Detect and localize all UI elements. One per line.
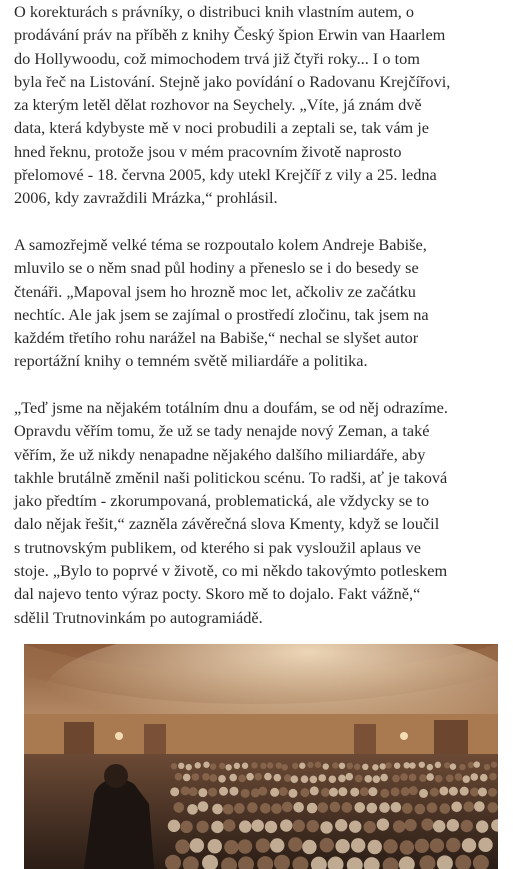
audience-head — [332, 762, 338, 768]
audience-head — [394, 762, 400, 768]
audience-head — [282, 802, 293, 813]
text-line: A samozřejmě velké téma se rozpoutalo kolem Andreje Babiše, — [14, 235, 427, 254]
audience-head — [468, 762, 474, 768]
article-paragraph-2 — [14, 233, 429, 373]
text-line: věřím, že už nikdy nenapadne nějakého dalšího miliardáře, aby — [14, 444, 426, 464]
audience-head — [335, 819, 347, 831]
text-line: za kterým letěl dělat rozhovor na Seychely. „Víte, já znám dvě — [14, 95, 422, 115]
audience-head — [462, 775, 470, 783]
audience-head — [444, 762, 450, 768]
audience-head — [307, 762, 313, 768]
audience-head — [187, 804, 198, 815]
audience-head — [383, 839, 397, 853]
audience-head — [461, 820, 473, 832]
audience-head — [459, 764, 465, 770]
audience-head — [175, 773, 183, 781]
audience-head — [276, 762, 282, 768]
audience-head — [409, 762, 415, 768]
audience-head — [470, 773, 478, 781]
audience-head — [404, 762, 410, 768]
audience-head — [419, 774, 427, 782]
audience-head — [392, 775, 400, 783]
audience-head — [302, 840, 316, 854]
audience-head — [474, 801, 485, 812]
audience-head — [419, 762, 425, 768]
audience-head — [175, 839, 189, 853]
audience-head — [198, 801, 209, 812]
audience-head — [446, 774, 454, 782]
audience-head — [279, 787, 288, 796]
audience-head — [373, 775, 381, 783]
wall-lamp — [400, 732, 408, 740]
text-line: nechtíc. Ale jak jsem se zajímal o prostředí zločinu, tak jsem na — [14, 304, 429, 324]
audience-head — [173, 802, 184, 813]
audience-head — [362, 764, 368, 770]
text-line: Opravdu věřím tomu, že už se tady nenajde nový Zeman, a také — [14, 421, 430, 441]
text-line: stoje. „Bylo to poprvé v životě, co mi někdo takovýmto potleskem — [14, 561, 448, 581]
audience-head — [330, 802, 341, 813]
audience-head — [291, 775, 299, 783]
text-line: dalo nějak řešit,“ zazněla závěrečná slova Kmenty, když se loučil — [14, 514, 440, 534]
audience-head — [224, 840, 238, 854]
audience-head — [320, 838, 334, 852]
audience-head — [282, 764, 288, 770]
audience-head — [360, 787, 369, 796]
audience-head — [447, 819, 459, 831]
audience-head — [223, 819, 235, 831]
text-line: do Hollywoodu, což mimochodem trvá již čtyři roky... I o tom — [14, 48, 420, 68]
audience-head — [274, 774, 282, 782]
speaker-head — [104, 764, 128, 788]
text-line: 2006, kdy zavraždili Mrázka,“ prohlásil. — [14, 188, 278, 208]
audience-head — [435, 775, 443, 783]
audience-head — [208, 788, 217, 797]
audience-head — [400, 840, 414, 854]
audience-head — [487, 802, 498, 813]
audience-head — [181, 786, 190, 795]
audience-head — [379, 802, 390, 813]
audience-head — [402, 803, 413, 814]
audience-head — [474, 761, 480, 767]
audience-head — [168, 820, 180, 832]
audience-head — [251, 762, 257, 768]
audience-head — [180, 821, 192, 833]
audience-head — [421, 818, 433, 830]
audience-head — [318, 774, 326, 782]
audience-head — [351, 838, 365, 852]
audience-head — [196, 821, 208, 833]
audience-head — [241, 789, 250, 798]
audience-head — [211, 821, 223, 833]
audience-head — [310, 776, 318, 784]
audience-head — [270, 838, 284, 852]
audience-head — [476, 820, 488, 832]
audience-head — [433, 820, 445, 832]
audience-head — [192, 773, 200, 781]
audience-head — [350, 788, 359, 797]
audience-head — [335, 839, 349, 853]
audience-head — [446, 838, 460, 852]
audience-head — [489, 773, 497, 781]
audience-head — [451, 802, 462, 813]
audience-head — [246, 773, 254, 781]
audience-head — [338, 775, 346, 783]
audience-head — [462, 838, 476, 852]
audience-head — [239, 820, 251, 832]
audience-head — [223, 804, 234, 815]
text-line: každém třetího rohu narážel na Babiše,“ nechal se slyšet autor — [14, 328, 419, 348]
text-line: sdělil Trutnovinkám po autogramiádě. — [14, 607, 263, 627]
audience-head — [354, 802, 365, 813]
text-line: data, která kdybyste mě v noci probudili a zeptali se, tak vám je — [14, 118, 430, 138]
audience-head — [225, 764, 231, 770]
audience-head — [391, 787, 400, 796]
text-line: dal najevo tento výraz pocty. Skoro mě to dojalo. Fakt vážně,“ — [14, 584, 421, 604]
audience-head — [271, 803, 282, 814]
audience-head — [478, 838, 492, 852]
audience-head — [409, 774, 417, 782]
text-line: s trutnovským publikem, od kterého si pak vysloužil aplaus ve — [14, 537, 421, 557]
audience-head — [254, 773, 262, 781]
text-line: jako předtím - zkorumpovaná, problematická, ale vždycky se to — [14, 491, 430, 511]
text-line: O korekturách s právníky, o distribuci knih vlastním autem, o — [14, 2, 415, 21]
audience-head — [242, 763, 248, 769]
audience-head — [401, 787, 410, 796]
audience-head — [234, 763, 240, 769]
audience-head — [380, 774, 388, 782]
audience-head — [478, 787, 487, 796]
audience-head — [256, 838, 270, 852]
audience-head — [260, 763, 266, 769]
audience-head — [430, 788, 439, 797]
article-photo-audience[interactable] — [24, 644, 498, 869]
audience-head — [393, 820, 405, 832]
audience-head — [426, 773, 434, 781]
audience-head — [307, 803, 318, 814]
audience-head — [288, 837, 302, 851]
audience-head — [484, 764, 490, 770]
audience-head — [435, 762, 441, 768]
audience-head — [440, 803, 451, 814]
audience-head — [260, 803, 271, 814]
audience-head — [338, 787, 347, 796]
wall-panel — [354, 724, 376, 758]
audience-head — [198, 788, 207, 797]
audience-head — [372, 764, 378, 770]
audience-head — [264, 773, 272, 781]
audience-head — [288, 789, 297, 798]
audience-head — [320, 821, 332, 833]
audience-head — [218, 775, 226, 783]
article-paragraph-1 — [14, 0, 450, 210]
article-paragraph-3 — [14, 396, 448, 629]
audience-head — [346, 773, 354, 781]
audience-head — [409, 786, 418, 795]
audience-head — [368, 787, 377, 796]
audience-head — [419, 789, 428, 798]
audience-head — [280, 819, 292, 831]
audience-head — [190, 838, 204, 852]
audience-head — [317, 802, 328, 813]
audience-head — [391, 802, 402, 813]
audience-head — [400, 773, 408, 781]
photo-illustration — [24, 644, 498, 869]
audience-head — [293, 802, 304, 813]
text-line: „Teď jsme na nějakém totálním dnu a doufám, se od něj odrazíme. — [14, 398, 448, 417]
audience-head — [329, 788, 338, 797]
audience-head — [170, 787, 179, 796]
text-line: hned řeknu, protože jsou v mém pracovním životě naprosto — [14, 141, 402, 161]
audience-head — [321, 788, 330, 797]
audience-head — [339, 763, 345, 769]
audience-head — [450, 763, 456, 769]
audience-head — [247, 802, 258, 813]
audience-head — [307, 820, 319, 832]
audience-head — [368, 840, 382, 854]
audience-head — [380, 789, 389, 798]
audience-head — [300, 788, 309, 797]
audience-head — [449, 787, 458, 796]
audience-head — [292, 763, 298, 769]
audience-head — [354, 764, 360, 770]
audience-head — [238, 775, 246, 783]
audience-head — [342, 802, 353, 813]
audience-head — [229, 787, 238, 796]
audience-head — [427, 802, 438, 813]
audience-head — [415, 804, 426, 815]
audience-head — [377, 818, 389, 830]
audience-head — [355, 775, 363, 783]
audience-head — [349, 820, 361, 832]
audience-head — [404, 819, 416, 831]
audience-head — [439, 786, 448, 795]
audience-head — [229, 774, 237, 782]
audience-head — [463, 801, 474, 812]
audience-head — [315, 762, 321, 768]
audience-head — [347, 763, 353, 769]
audience-head — [238, 839, 252, 853]
audience-head — [364, 775, 372, 783]
audience-head — [210, 774, 218, 782]
audience-head — [195, 762, 201, 768]
audience-head — [363, 821, 375, 833]
audience-head — [430, 838, 444, 852]
audience-head — [367, 803, 378, 814]
audience-head — [267, 762, 273, 768]
audience-head — [258, 787, 267, 796]
audience-head — [234, 803, 245, 814]
audience-head — [385, 762, 391, 768]
audience-head — [470, 787, 479, 796]
audience-head — [491, 761, 497, 767]
audience-head — [293, 820, 305, 832]
audience-head — [219, 763, 225, 769]
wall-panel — [144, 724, 166, 758]
audience-head — [210, 763, 216, 769]
audience-head — [208, 839, 222, 853]
text-line: přelomové - 18. června 2005, kdy utekl Krejčíř z vily a 25. ledna — [14, 165, 437, 185]
audience-head — [310, 786, 319, 795]
audience-head — [427, 764, 433, 770]
audience-head — [329, 775, 337, 783]
text-line: byla řeč na Listování. Stejně jako povídání o Radovanu Krejčířovi, — [14, 71, 451, 91]
audience-head — [203, 762, 209, 768]
wall-lamp — [115, 732, 123, 740]
audience-head — [178, 763, 184, 769]
audience-head — [183, 774, 191, 782]
audience-head — [323, 763, 329, 769]
audience-head — [252, 819, 264, 831]
text-line: takhle brutálně změnil naši politickou scénu. To radši, ať je taková — [14, 467, 448, 487]
audience-head — [270, 788, 279, 797]
audience-head — [460, 787, 469, 796]
text-line: reportážní knihy o temném světě miliardáře a politika. — [14, 351, 368, 371]
audience-head — [488, 788, 497, 797]
text-line: mluvilo se o něm snad půl hodiny a přeneslo se i do besedy se — [14, 258, 419, 278]
audience-head — [480, 774, 488, 782]
audience-head — [171, 763, 177, 769]
audience-head — [265, 821, 277, 833]
audience-head — [455, 773, 463, 781]
audience-head — [219, 787, 228, 796]
text-line: čtenáři. „Mapoval jsem ho hrozně moc let, ačkoliv ze začátku — [14, 281, 416, 301]
audience-head — [301, 775, 309, 783]
audience-head — [186, 764, 192, 770]
audience-head — [415, 839, 429, 853]
audience-head — [380, 763, 386, 769]
audience-head — [299, 763, 305, 769]
text-line: prodávání práv na příběh z knihy Český špion Erwin van Haarlem — [14, 25, 446, 45]
audience-head — [202, 773, 210, 781]
audience-head — [212, 804, 223, 815]
audience-head — [284, 774, 292, 782]
audience-head — [189, 787, 198, 796]
